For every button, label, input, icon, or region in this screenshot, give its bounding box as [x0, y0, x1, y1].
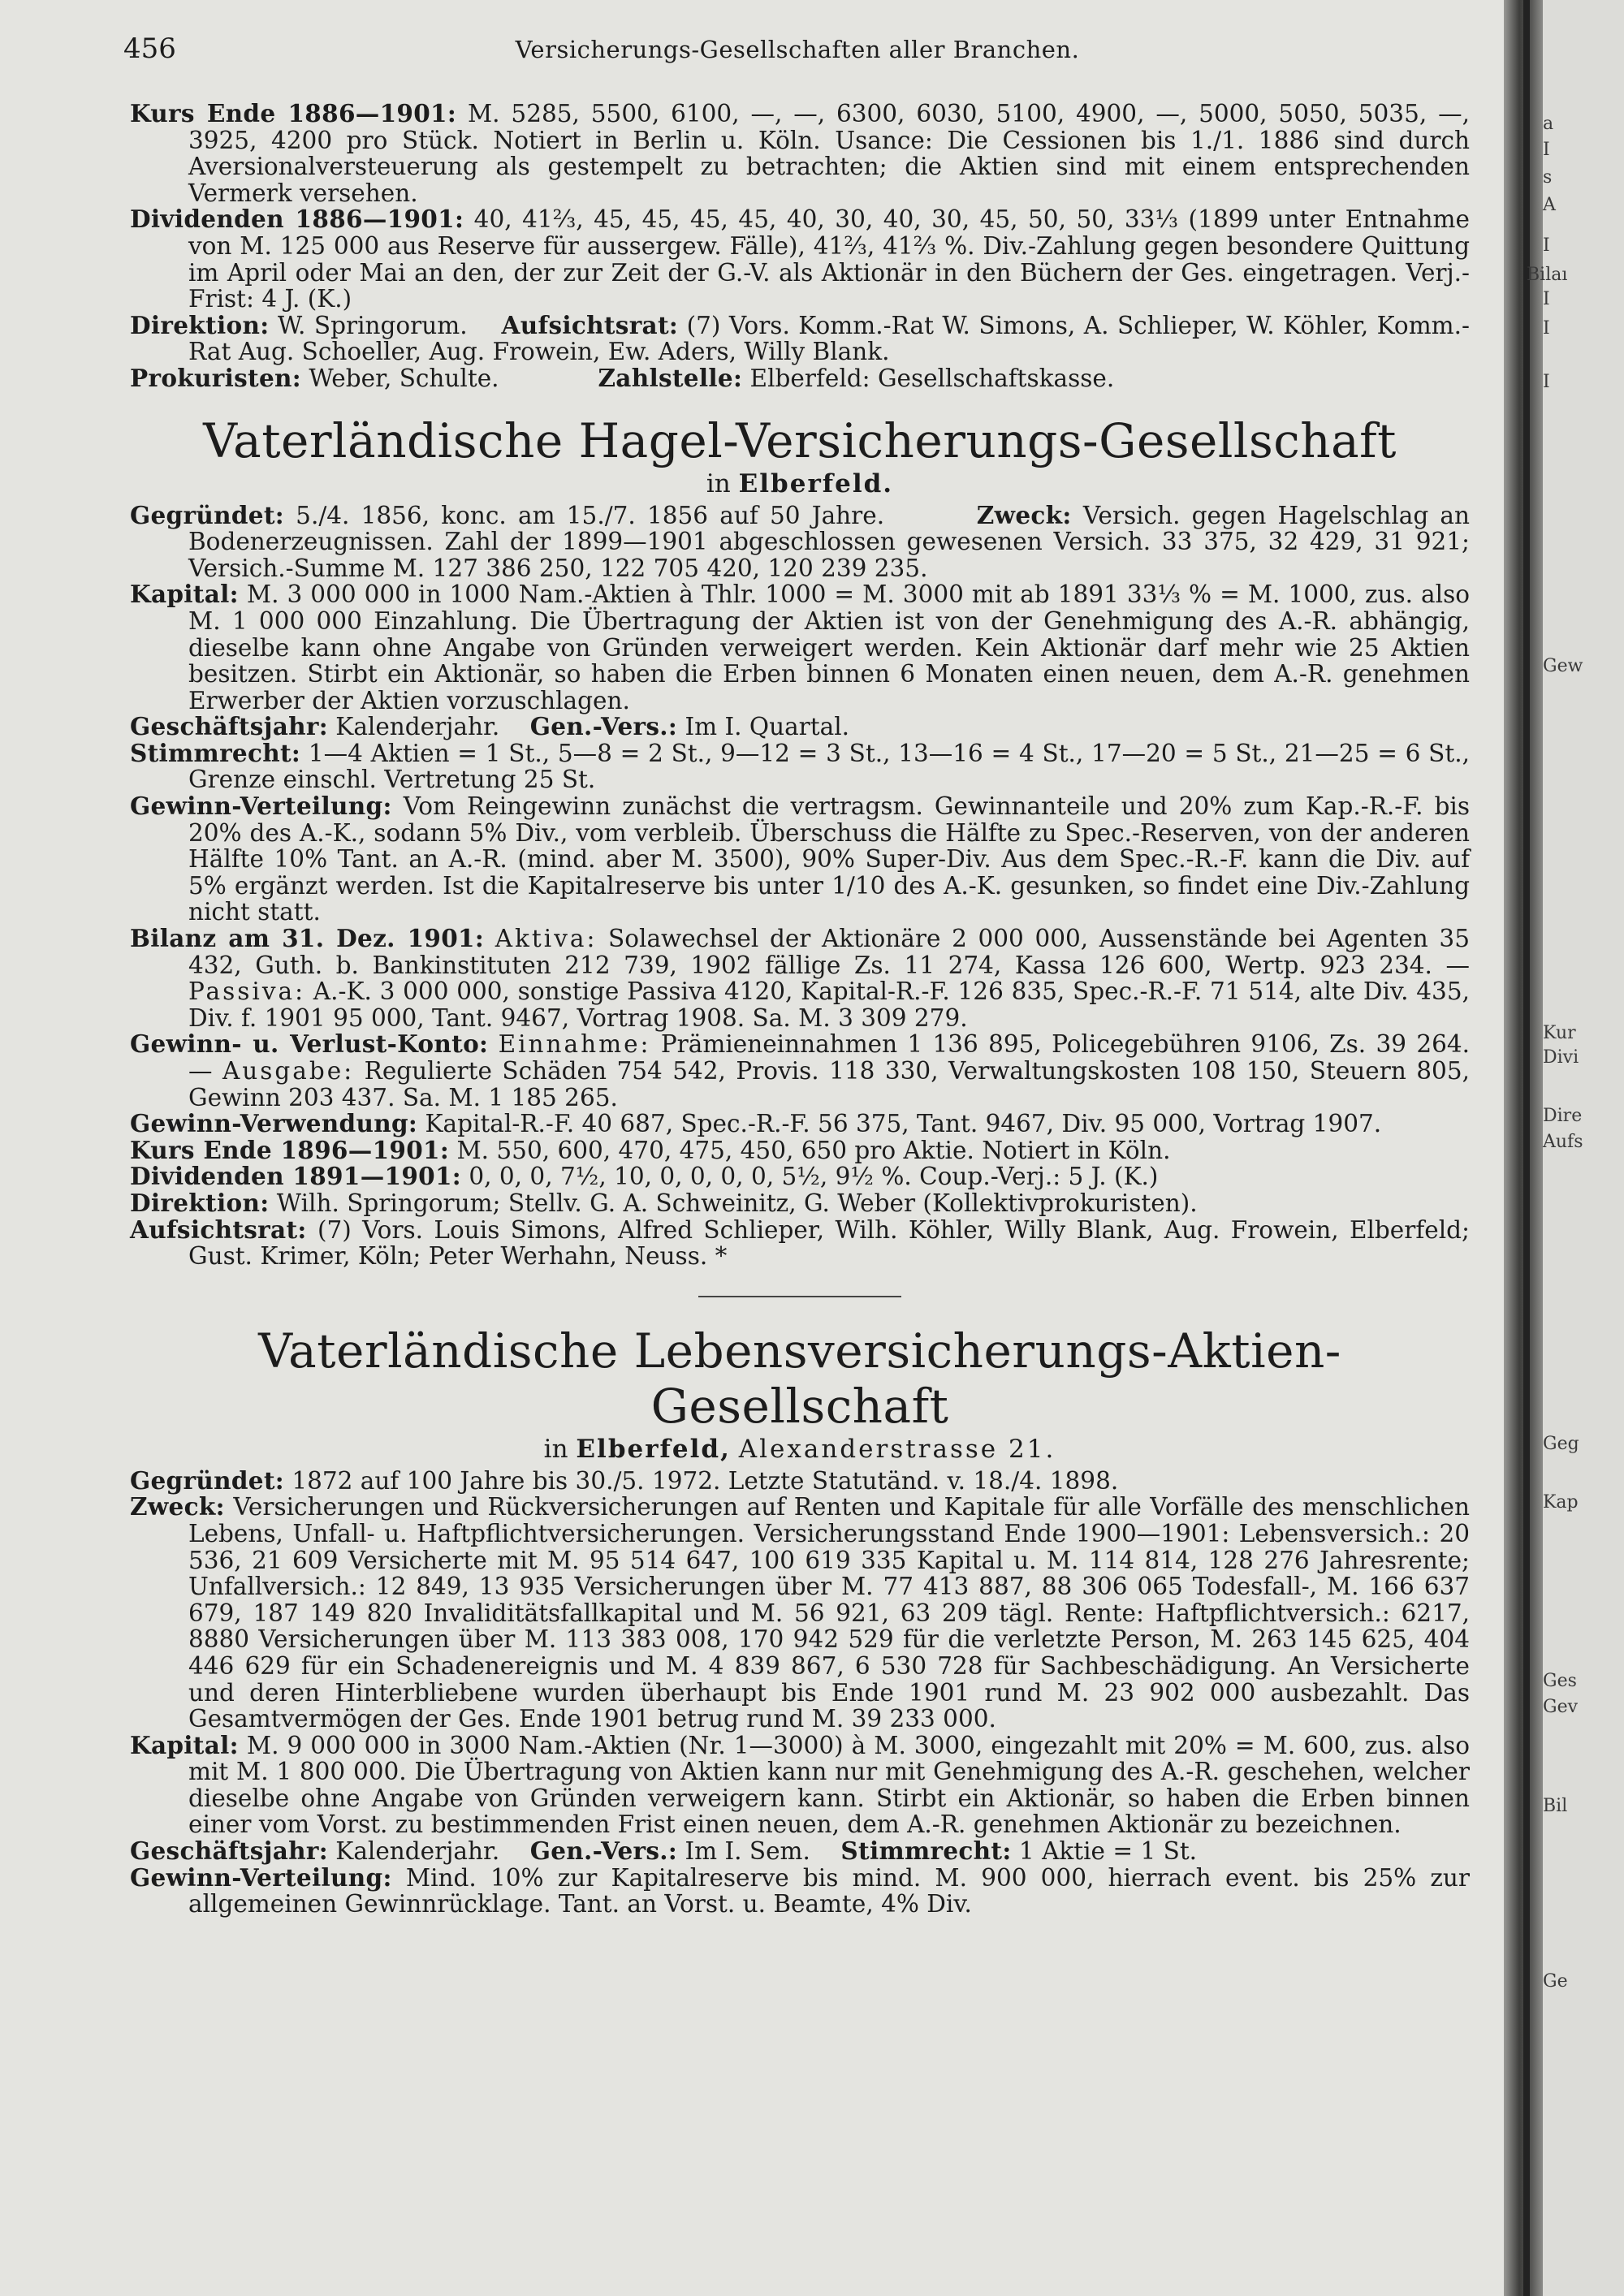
entry-dividenden-1891: Dividenden 1891—1901: 0, 0, 0, 7½, 10, 0, 0, 0, 0, 5½, 9½ %. Coup.-Verj.: 5 J. (K.) [130, 1162, 1159, 1191]
margin-fragment: I [1543, 140, 1550, 160]
entry-kapital-leben: Kapital: M. 9 000 000 in 3000 Nam.-Aktien (Nr. 1—3000) à M. 3000, eingezahlt mit 20% = M. 600, zus. also mit M. 1 800 000. Die Übertragung von Aktien kann nur mit Genehmigung des A.-R. geschehen, welcher dieselbe ohne Angabe von Gründen verweigern kann. Stirbt ein Aktionär, so haben die Erben binnen einer vom Vorst. zu bestimmenden Frist einen neuen, dem A.-R. genehmen Aktionär zu bezeichnen. [130, 1730, 1470, 1839]
section-subheading-hagel: in Elberfeld. [706, 468, 894, 498]
entry-prokuristen: Prokuristen: Weber, Schulte. Zahlstelle: Elberfeld: Gesellschaftskasse. [130, 363, 1115, 392]
entry-dividenden: Dividenden 1886—1901: 40, 41⅔, 45, 45, 45, 45, 40, 30, 40, 30, 45, 50, 50, 33⅓ (1899 unter Entnahme von M. 125 000 aus Reserve für aussergew. Fälle), 41⅔, 41⅔ %. Div.-Zahlung gegen besondere Quittung im April oder Mai an den, der zur Zeit der G.-V. als Aktionär in den Büchern der Ges. eingetragen. Verj.-Frist: 4 J. (K.) [130, 205, 1470, 313]
running-header [123, 32, 1471, 65]
margin-fragment: Dire [1543, 1106, 1583, 1126]
margin-fragment: I [1543, 289, 1550, 309]
entry-kurs: Kurs Ende 1886—1901: M. 5285, 5500, 6100, —, —, 6300, 6030, 5100, 4900, —, 5000, 5050, 5035, —, 3925, 4200 pro Stück. Notiert in Berlin u. Köln. Usance: Die Cessionen bis 1./1. 1886 sind durch Aversionalversteuerung als gestempelt zu betrachten; die Aktien sind mit einem entsprechenden Vermerk versehen. [130, 99, 1470, 207]
margin-fragment: Kur [1543, 1023, 1576, 1043]
margin-fragment: I [1543, 235, 1550, 256]
margin-fragment: Gev [1543, 1697, 1579, 1717]
book-gutter-line [1523, 0, 1530, 2296]
entry-geschaeftsjahr: Geschäftsjahr: Kalenderjahr. Gen.-Vers.: Im I. Quartal. [130, 712, 850, 741]
entry-gewinn-verlust-konto: Gewinn- u. Verlust-Konto: Einnahme: Prämieneinnahmen 1 136 895, Policegebühren 9106, Zs. 39 264. — Ausgabe: Regulierte Schäden 754 542, Provis. 118 330, Verwaltungskosten 108 150, Steuern 805, Gewinn 203 437. Sa. M. 1 185 265. [130, 1029, 1471, 1111]
margin-fragment: Ge [1543, 1971, 1568, 1992]
margin-fragment: Bil [1543, 1796, 1568, 1816]
entry-kapital: Kapital: M. 3 000 000 in 1000 Nam.-Aktien à Thlr. 1000 = M. 3000 mit ab 1891 33⅓ % = M. 1000, zus. also M. 1 000 000 Einzahlung. Die Übertragung der Aktien ist von der Genehmigung des A.-R. abhängig, dieselbe kann ohne Angabe von Gründen verweigert werden. Kein Aktionär darf mehr wie 25 Aktien besitzen. Stirbt ein Aktionär, so haben die Erben binnen 6 Monaten einen neuen, dem A.-R. genehmen Erwerber der Aktien vorzuschlagen. [130, 580, 1470, 714]
entry-gewinn-verteilung: Gewinn-Verteilung: Vom Reingewinn zunächst die vertragsm. Gewinnanteile und 20% zum Kap.-R.-F. bis 20% des A.-K., sodann 5% Div., vom verbleib. Überschuss die Hälfte zu Spec.-Reserven, von der anderen Hälfte 10% Tant. an A.-R. (mind. aber M. 3500), 90% Super-Div. Aus dem Spec.-R.-F. kann die Div. auf 5% ergänzt werden. Ist die Kapitalreserve bis unter 1/10 des A.-K. gesunken, so findet eine Div.-Zahlung nicht statt. [130, 792, 1470, 926]
page-content [130, 101, 1470, 1918]
entry-gewinn-verteilung-leben: Gewinn-Verteilung: Mind. 10% zur Kapitalreserve bis mind. M. 900 000, hierrach event. bis 25% zur allgemeinen Gewinnrücklage. Tant. an Vorst. u. Beamte, 4% Div. [130, 1862, 1470, 1918]
entry-geschaeftsjahr-leben: Geschäftsjahr: Kalenderjahr. Gen.-Vers.: Im I. Sem. Stimmrecht: 1 Aktie = 1 St. [130, 1836, 1198, 1866]
entry-aufsichtsrat-hagel: Aufsichtsrat: (7) Vors. Louis Simons, Alfred Schlieper, Wilh. Köhler, Willy Blank, Aug. Frowein, Elberfeld; Gust. Krimer, Köln; Peter Werhahn, Neuss. * [130, 1215, 1470, 1271]
margin-fragment: Kap [1543, 1492, 1579, 1513]
margin-fragment: Ges [1543, 1671, 1577, 1691]
margin-fragment: I [1543, 372, 1550, 392]
running-title: Versicherungs-Gesellschaften aller Branchen. [515, 36, 1080, 63]
margin-fragment: Bilaı [1527, 265, 1568, 285]
entry-zweck-leben: Zweck: Versicherungen und Rückversicherungen auf Renten und Kapitale für alle Vorfälle des menschlichen Lebens, Unfall- u. Haftpflichtversicherungen. Versicherungsstand Ende 1900—1901: Lebensversich.: 20 536, 21 609 Versicherte mit M. 95 514 647, 100 619 335 Kapital u. M. 114 814, 128 276 Jahresrente; Unfallversich.: 12 849, 13 935 Versicherungen über M. 77 413 887, 88 306 065 Todesfall-, M. 166 637 679, 187 149 820 Invaliditätsfallkapital und M. 56 921, 63 209 tägl. Rente: Haftpflichtversich.: 6217, 8880 Versicherungen über M. 113 383 008, 170 942 529 für die verletzte Person, M. 263 145 625, 404 446 629 für ein Schadenereignis und M. 4 839 867, 6 530 728 für Sachbeschädigung. An Versicherte und deren Hinterbliebene wurden überhaupt bis Ende 1901 rund M. 23 902 000 ausbezahlt. Das Gesamtvermögen der Ges. Ende 1901 betrug rund M. 39 233 000. [130, 1492, 1470, 1733]
margin-fragment: Geg [1543, 1434, 1579, 1454]
entry-direktion: Direktion: W. Springorum. Aufsichtsrat: (7) Vors. Komm.-Rat W. Simons, A. Schlieper, W. Köhler, Komm.-Rat Aug. Schoeller, Aug. Frowein, Ew. Aders, Willy Blank. [130, 310, 1470, 366]
entry-stimmrecht: Stimmrecht: 1—4 Aktien = 1 St., 5—8 = 2 St., 9—12 = 3 St., 13—16 = 4 St., 17—20 = 5 St., 21—25 = 6 St., Grenze einschl. Vertretung 25 St. [130, 738, 1470, 794]
section-divider [698, 1296, 901, 1297]
entry-gegruendet: Gegründet: 5./4. 1856, konc. am 15./7. 1856 auf 50 Jahre. Zweck: Versich. gegen Hagelschlag an Bodenerzeugnissen. Zahl der 1899—1901 abgeschlossen gewesenen Versich. 33 375, 32 429, 31 921; Versich.-Summe M. 127 386 250, 122 705 420, 120 239 235. [130, 500, 1470, 582]
entry-kurs-ende: Kurs Ende 1896—1901: M. 550, 600, 470, 475, 450, 650 pro Aktie. Notiert in Köln. [130, 1135, 1171, 1164]
margin-fragment: I [1543, 318, 1550, 339]
section-heading-hagel: Vaterländische Hagel-Versicherungs-Gesellschaft [203, 412, 1397, 468]
entry-direktion-hagel: Direktion: Wilh. Springorum; Stellv. G. A. Schweinitz, G. Weber (Kollektivprokuristen). [130, 1188, 1198, 1217]
margin-fragment: a [1543, 114, 1554, 134]
entry-gewinn-verwendung: Gewinn-Verwendung: Kapital-R.-F. 40 687, Spec.-R.-F. 56 375, Tant. 9467, Div. 95 000, Vortrag 1907. [130, 1109, 1382, 1138]
margin-fragment: A [1543, 195, 1556, 215]
margin-fragment: Gew [1543, 656, 1583, 676]
section-subheading-leben: in Elberfeld, Alexanderstrasse 21. [543, 1434, 1056, 1464]
entry-bilanz: Bilanz am 31. Dez. 1901: Aktiva: Solawechsel der Aktionäre 2 000 000, Aussenstände bei Agenten 35 432, Guth. b. Bankinstituten 212 739, 1902 fällige Zs. 11 274, Kassa 126 600, Wertp. 923 234. — Passiva: A.-K. 3 000 000, sonstige Passiva 4120, Kapital-R.-F. 126 835, Spec.-R.-F. 71 514, alte Div. 435, Div. f. 1901 95 000, Tant. 9467, Vortrag 1908. Sa. M. 3 309 279. [130, 924, 1470, 1032]
margin-fragment: s [1543, 167, 1553, 188]
margin-fragment: Aufs [1543, 1132, 1583, 1152]
entry-gegruendet-leben: Gegründet: 1872 auf 100 Jahre bis 30./5. 1972. Letzte Statutänd. v. 18./4. 1898. [130, 1465, 1119, 1495]
page-number: 456 [123, 32, 176, 65]
margin-fragment: Divi [1543, 1047, 1579, 1068]
section-heading-leben: Vaterländische Lebensversicherungs-Aktien-Gesellschaft [258, 1323, 1341, 1434]
